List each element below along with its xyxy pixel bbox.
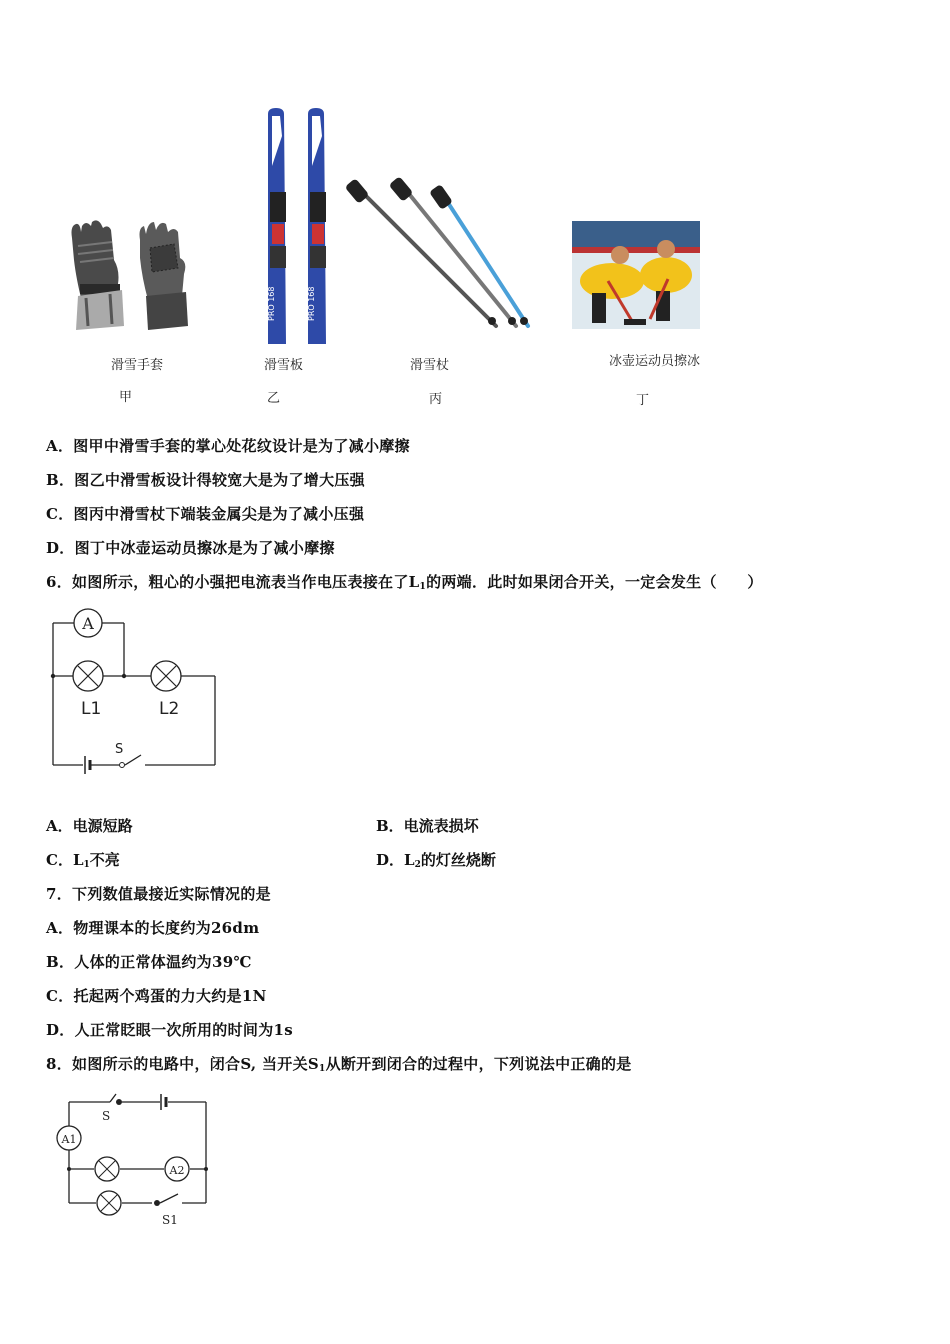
q7-option-c: C．托起两个鸡蛋的力大约是1N	[46, 987, 267, 1005]
svg-text:PRO 168: PRO 168	[267, 286, 276, 321]
lamp-l2	[151, 661, 181, 691]
ammeter-a1-label: A1	[61, 1133, 77, 1146]
ski-poles-image	[346, 178, 536, 333]
q5-option-a: A．图甲中滑雪手套的掌心处花纹设计是为了减小摩擦	[46, 437, 410, 455]
switch-s1-label: S1	[162, 1213, 178, 1227]
lamp-l1-label: L1	[81, 699, 102, 719]
lamp-bottom	[97, 1191, 121, 1215]
q7-option-a: A．物理课本的长度约为26dm	[46, 919, 260, 937]
q6-option-d: D．$L_2$的灯丝烧断	[376, 851, 496, 870]
lamp-middle	[95, 1157, 119, 1181]
caption-poles: 滑雪杖	[410, 358, 450, 373]
q6-circuit-diagram	[45, 605, 225, 780]
q8-stem: 8．如图所示的电路中，闭合S, 当开关$S_1$从断开到闭合的过程中，下列说法中正确的是	[46, 1055, 632, 1074]
q6-stem: 6．如图所示，粗心的小强把电流表当作电压表接在了$L_1$的两端．此时如果闭合开关，一定会发生（ ）	[46, 573, 763, 592]
caption-skis: 滑雪板	[264, 358, 304, 373]
q6-option-c: C．$L_1$不亮	[46, 851, 120, 870]
q8-circuit-diagram	[52, 1090, 212, 1230]
q7-stem: 7．下列数值最接近实际情况的是	[46, 885, 271, 903]
q6-option-a: A．电源短路	[46, 817, 133, 835]
q7-option-d: D．人正常眨眼一次所用的时间为1s	[46, 1021, 293, 1039]
caption-gloves: 滑雪手套	[111, 358, 164, 373]
lamp-l1	[73, 661, 103, 691]
switch-s-label: S	[115, 742, 124, 757]
ammeter-a-label: A	[82, 614, 94, 633]
caption-curling: 冰壶运动员擦冰	[609, 354, 701, 369]
tag-jia: 甲	[119, 390, 133, 405]
ammeter-a2-label: A2	[169, 1164, 185, 1177]
switch-s-label: S	[102, 1109, 111, 1123]
ski-gloves-image	[66, 218, 191, 333]
tag-yi: 乙	[267, 391, 281, 406]
q6-option-b: B．电流表损坏	[376, 817, 479, 835]
battery	[85, 756, 90, 774]
lamp-l2-label: L2	[159, 699, 180, 719]
svg-text:PRO 168: PRO 168	[307, 286, 316, 321]
tag-bing: 丙	[429, 392, 443, 407]
tag-ding: 丁	[636, 393, 650, 408]
q5-option-c: C．图丙中滑雪杖下端装金属尖是为了减小压强	[46, 505, 365, 523]
q7-option-b: B．人体的正常体温约为39℃	[46, 953, 252, 971]
battery	[161, 1094, 166, 1110]
q5-option-d: D．图丁中冰壶运动员擦冰是为了减小摩擦	[46, 539, 335, 557]
skis-image	[262, 106, 332, 351]
q5-option-b: B．图乙中滑雪板设计得较宽大是为了增大压强	[46, 471, 365, 489]
curling-sweepers-image	[572, 221, 700, 329]
